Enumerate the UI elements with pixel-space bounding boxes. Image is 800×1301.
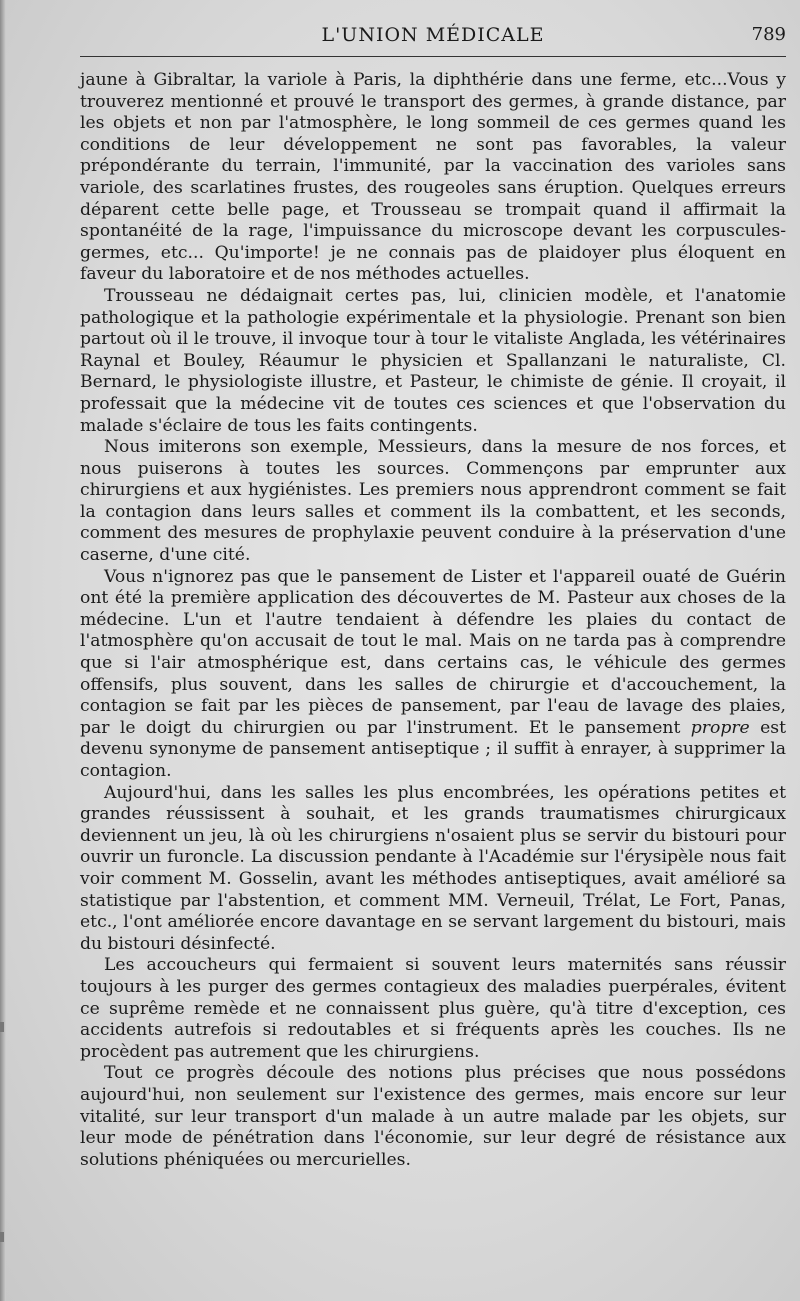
paragraph-text: est devenu synonyme de pansement antiseptique ; il suffit à enrayer, à supprimer la contagion.	[80, 717, 786, 781]
header-rule	[80, 56, 786, 57]
emphasized-word: propre	[690, 717, 750, 738]
paragraph	[80, 567, 786, 783]
paragraph: Nous imiterons son exemple, Messieurs, dans la mesure de nos forces, et nous puiserons à toutes les sources. Commençons par emprunter aux chirurgiens et aux hygiénistes. Les premiers nous apprendront comment se fait la contagion dans leurs salles et comment ils la combattent, et les seconds, comment des mesures de prophylaxie peuvent conduire à la préservation d'une caserne, d'une cité.	[80, 437, 786, 566]
paragraph: Tout ce progrès découle des notions plus précises que nous possédons aujourd'hui, non seulement sur l'existence des germes, mais encore sur leur vitalité, sur leur transport d'un malade à un autre malade par les objets, sur leur mode de pénétration dans l'économie, sur leur degré de résistance aux solutions phéniquées ou mercurielles.	[80, 1063, 786, 1170]
running-title: L'UNION MÉDICALE	[321, 24, 545, 46]
paragraph: Les accoucheurs qui fermaient si souvent leurs maternités sans réussir toujours à les purger des germes contagieux des maladies puerpérales, évitent ce suprême remède et ne connaissent plus guère, qu'à titre d'exception, ces accidents autrefois si redoutables et si fréquents après les couches. Ils ne procèdent pas autrement que les chirurgiens.	[80, 955, 786, 1062]
margin-mark	[0, 1232, 4, 1242]
page-number: 789	[751, 24, 786, 45]
running-header	[80, 22, 786, 54]
body-text	[80, 70, 786, 1171]
paragraph: Aujourd'hui, dans les salles les plus encombrées, les opérations petites et grandes réussissent à souhait, et les grands traumatismes chirurgicaux deviennent un jeu, là où les chirurgiens n'osaient plus se servir du bistouri pour ouvrir un furoncle. La discussion pendante à l'Académie sur l'érysipèle nous fait voir comment M. Gosselin, avant les méthodes antiseptiques, avait amélioré sa statistique par l'abstention, et comment MM. Verneuil, Trélat, Le Fort, Panas, etc., l'ont améliorée encore davantage en se servant largement du bistouri, mais du bistouri désinfecté.	[80, 782, 786, 954]
paragraph: Trousseau ne dédaignait certes pas, lui, clinicien modèle, et l'anatomie pathologique et la pathologie expérimentale et la physiologie. Prenant son bien partout où il le trouve, il invoque tour à tour le vitaliste Anglada, les vétérinaires Raynal et Bouley, Réaumur le physicien et Spallanzani le naturaliste, Cl. Bernard, le physiologiste illustre, et Pasteur, le chimiste de génie. Il croyait, il professait que la médecine vit de toutes ces sciences et que l'observation du malade s'éclaire de tous les faits contingents.	[80, 285, 786, 436]
margin-mark	[0, 1022, 4, 1032]
paragraph: jaune à Gibraltar, la variole à Paris, la diphthérie dans une ferme, etc...Vous y trouverez mentionné et prouvé le transport des germes, à grande distance, par les objets et non par l'atmosphère, le long sommeil de ces germes quand les conditions de leur développement ne sont pas favorables, la valeur prépondérante du terrain, l'immunité, par la vaccination des varioles sans variole, des scarlatines frustes, des rougeoles sans éruption. Quelques erreurs déparent cette belle page, et Trousseau se trompait quand il affirmait la spontanéité de la rage, l'impuissance du microscope devant les corpuscules-germes, etc... Qu'importe! je ne connais pas de plaidoyer plus éloquent en faveur du laboratoire et de nos méthodes actuelles.	[80, 70, 786, 285]
page-binding-edge	[0, 0, 6, 1301]
paragraph-text: Vous n'ignorez pas que le pansement de Lister et l'appareil ouaté de Guérin ont été la première application des découvertes de M. Pasteur aux choses de la médecine. L'un et l'autre tendaient à défendre les plaies du contact de l'atmosphère qu'on accusait de tout le mal. Mais on ne tarda pas à comprendre que si l'air atmosphérique est, dans certains cas, le véhicule des germes offensifs, plus souvent, dans les salles de chirurgie et d'accouchement, la contagion se fait par les pièces de pansement, par l'eau de lavage des plaies, par le doigt du chirurgien ou par l'instrument. Et le pansement	[80, 566, 786, 738]
